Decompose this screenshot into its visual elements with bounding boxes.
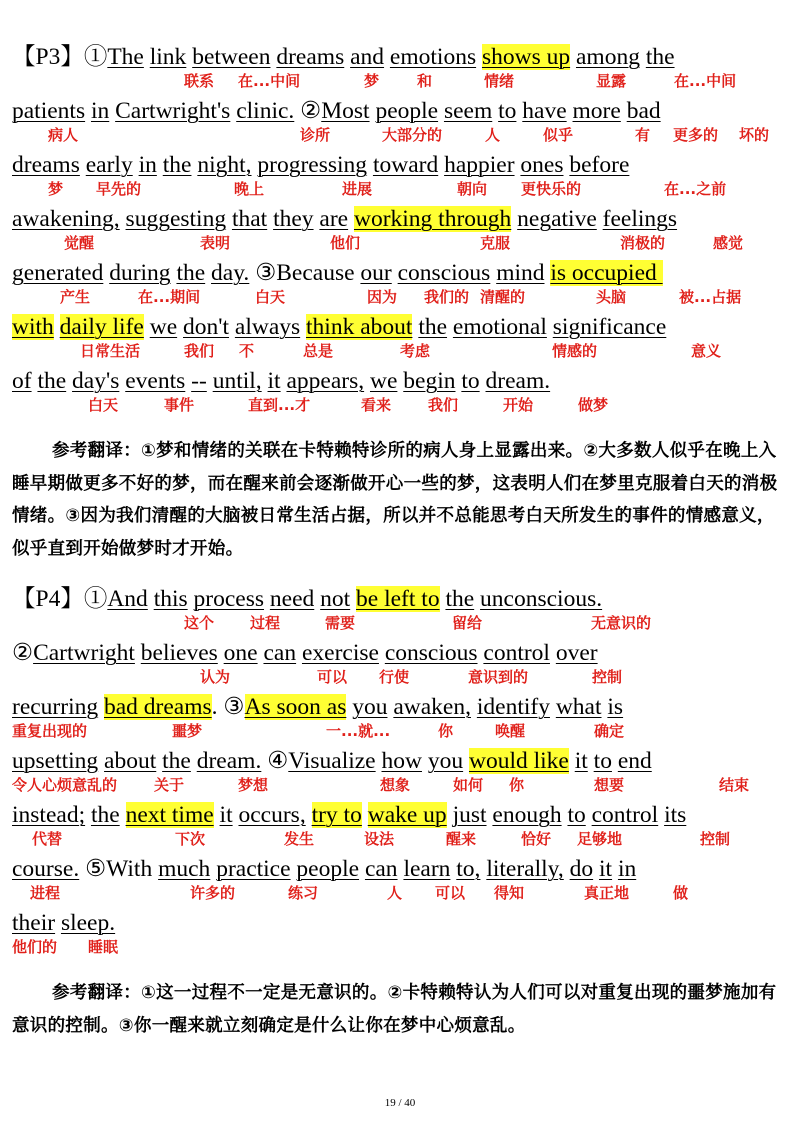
word: identify [476,694,550,720]
gloss-annotation: 早先的 [96,180,142,198]
gloss-annotation: 进展 [342,180,373,198]
gloss-annotation: 这个 [184,614,215,632]
word: The [107,44,144,70]
word: you [427,748,464,774]
word: link [149,44,187,70]
word: awakening, [12,206,120,232]
word: about [104,748,157,774]
gloss-annotation: 我们 [428,396,459,414]
p4-text-line: recurring bad dreams. ③As soon as you awaken, identify what is [12,694,624,720]
gloss-annotation: 结束 [719,776,750,794]
word: have [522,98,567,124]
gloss-annotation: 感觉 [713,234,744,252]
word: people [296,856,360,882]
gloss-annotation: 恰好 [521,830,552,848]
p4-text-line [12,908,786,938]
gloss-annotation: 认为 [200,668,231,686]
p3-text-line: 【P3】①The link between dreams and emotions shows up among the [12,44,675,70]
p4-text-line: upsetting about the dream. ④Visualize how you would like it to end [12,748,652,774]
gloss-annotation: 令人心烦意乱的 [12,776,118,794]
word: people [375,98,439,124]
gloss-annotation: 因为 [367,288,398,306]
gloss-annotation: 你 [438,722,454,740]
word: during [109,260,171,286]
word: end [617,748,652,774]
word: dreams [12,152,80,178]
gloss-annotation: 行使 [379,668,410,686]
word: don't [183,314,230,340]
gloss-annotation: 一...就... [326,722,391,740]
word: they [273,206,314,232]
gloss-annotation: 克服 [480,234,511,252]
word: among [575,44,640,70]
word: instead; [12,802,86,828]
gloss-annotation: 人 [485,126,501,144]
word: in [90,98,110,124]
p4-text-line: course. ⑤With much practice people can learn to, literally, do it in [12,856,637,882]
gloss-annotation: 觉醒 [64,234,95,252]
gloss-annotation: 情感的 [552,342,598,360]
word: seem [443,98,493,124]
gloss-annotation: 无意识的 [591,614,652,632]
gloss-annotation: 控制 [700,830,731,848]
word: feelings [602,206,678,232]
gloss-annotation: 在...中间 [238,72,301,90]
gloss-annotation: 他们的 [12,938,58,956]
gloss-annotation: 想象 [380,776,411,794]
p3-text-line: generated during the day. ③Because our conscious mind is occupied [12,260,663,286]
gloss-annotation: 更快乐的 [521,180,582,198]
word: until, [212,368,262,394]
word: patients [12,98,86,124]
word: emotional [452,314,547,340]
gloss-annotation: 坏的 [739,126,770,144]
word: more [572,98,621,124]
gloss-annotation: 发生 [284,830,315,848]
gloss-annotation: 需要 [325,614,356,632]
highlighted-phrase: think about [306,314,413,340]
gloss-annotation: 产生 [60,288,91,306]
gloss-annotation: 梦 [364,72,380,90]
gloss-annotation: 睡眠 [88,938,119,956]
gloss-annotation: 清醒的 [480,288,526,306]
word: just [452,802,487,828]
word: that [231,206,268,232]
word: in [617,856,637,882]
word: awaken, [393,694,471,720]
gloss-annotation: 设法 [364,830,395,848]
word: we [369,368,398,394]
word: day. [211,260,250,286]
gloss-annotation: 白天 [88,396,119,414]
word: it [574,748,588,774]
para-label: 【P4】 [12,586,84,612]
word: Visualize [288,748,376,774]
word: how [381,748,422,774]
word: Cartwright's [115,98,231,124]
word: to [567,802,586,828]
word: generated [12,260,104,286]
word: much [158,856,211,882]
p3-text-line [12,366,786,396]
word: Cartwright [33,640,135,666]
word: early [85,152,133,178]
gloss-annotation: 得知 [494,884,525,902]
word: sleep. [60,910,116,936]
gloss-annotation: 如何 [453,776,484,794]
gloss-annotation: 直到...才 [248,396,311,414]
gloss-annotation: 诊所 [300,126,331,144]
word: one [223,640,258,666]
word: literally, [486,856,564,882]
word: our [360,260,392,286]
gloss-annotation: 想要 [594,776,625,794]
word: you [352,694,388,720]
p3-text-line [12,150,786,180]
p3-text-line [12,204,786,234]
gloss-annotation: 下次 [175,830,206,848]
highlighted-phrase: daily life [59,314,144,340]
gloss-annotation: 头脑 [596,288,627,306]
word: always [234,314,301,340]
gloss-annotation: 事件 [164,396,195,414]
word: upsetting [12,748,99,774]
p4-text-line: 【P4】①And this process need not be left to the unconscious. [12,586,603,612]
p4-text-line: ②Cartwright believes one can exercise conscious control over [12,640,598,666]
word: their [12,910,56,936]
word: need [269,586,315,612]
word: unconscious. [480,586,603,612]
gloss-annotation: 你 [509,776,525,794]
word: conscious [384,640,478,666]
word: Most [321,98,370,124]
word: clinic. [236,98,295,124]
word: night, [197,152,252,178]
word: enough [492,802,562,828]
word: to [593,748,612,774]
word: control [483,640,550,666]
word: dream. [485,368,551,394]
word: what [555,694,602,720]
highlighted-phrase: would like [468,748,569,774]
word: and [350,44,385,70]
gloss-annotation: 重复出现的 [12,722,88,740]
page-number: 19 / 40 [384,1097,416,1109]
word: the [645,44,675,70]
gloss-annotation: 意识到的 [468,668,529,686]
word: the [162,748,191,774]
highlighted-phrase: As soon as [244,694,347,720]
highlighted-phrase: working through [353,206,512,232]
gloss-annotation: 有 [635,126,651,144]
gloss-annotation: 我们的 [424,288,470,306]
word: it [267,368,281,394]
gloss-annotation: 控制 [592,668,623,686]
gloss-annotation: 噩梦 [172,722,203,740]
word: the [90,802,120,828]
word: And [107,586,148,612]
word: this [153,586,188,612]
gloss-annotation: 梦 [48,180,64,198]
word: emotions [389,44,477,70]
highlighted-phrase: be left to [356,586,440,612]
highlighted-phrase: bad dreams [104,694,212,720]
gloss-annotation: 被...占据 [679,288,742,306]
word: the [176,260,206,286]
highlighted-phrase: is occupied [550,260,663,286]
gloss-annotation: 在...期间 [138,288,201,306]
gloss-annotation: 似乎 [543,126,574,144]
word: to [461,368,480,394]
gloss-annotation: 情绪 [484,72,515,90]
word: the [418,314,448,340]
gloss-annotation: 消极的 [620,234,666,252]
gloss-annotation: 联系 [184,72,215,90]
word: in [138,152,157,178]
word: significance [552,314,667,340]
gloss-annotation: 足够地 [577,830,623,848]
word: events [125,368,186,394]
word: process [193,586,265,612]
word: happier [444,152,515,178]
word: learn [403,856,451,882]
gloss-annotation: 人 [387,884,403,902]
gloss-annotation: 更多的 [673,126,719,144]
gloss-annotation: 开始 [503,396,534,414]
word: dream. [196,748,262,774]
word: dreams [276,44,345,70]
gloss-annotation: 看来 [361,396,392,414]
word: not [320,586,351,612]
word: exercise [301,640,379,666]
word: before [569,152,630,178]
gloss-annotation: 过程 [250,614,281,632]
word: begin [403,368,456,394]
gloss-annotation: 练习 [288,884,319,902]
gloss-annotation: 病人 [48,126,79,144]
gloss-annotation: 做 [673,884,689,902]
gloss-annotation: 大部分的 [382,126,443,144]
gloss-annotation: 在...之前 [664,180,727,198]
word: believes [140,640,218,666]
gloss-annotation: 代替 [32,830,63,848]
word: negative [517,206,597,232]
word: over [555,640,598,666]
highlighted-phrase: try to [311,802,362,828]
gloss-annotation: 他们 [330,234,361,252]
gloss-annotation: 朝向 [457,180,488,198]
word: occurs, [238,802,306,828]
p4-text-line [12,800,786,830]
highlighted-phrase: with [12,314,54,340]
word: its [664,802,687,828]
gloss-annotation: 和 [417,72,433,90]
word: control [591,802,659,828]
word: appears, [286,368,365,394]
gloss-annotation: 考虑 [400,342,431,360]
word: the [445,586,475,612]
word: toward [372,152,439,178]
gloss-annotation: 白天 [255,288,286,306]
word: progressing [257,152,368,178]
gloss-annotation: 我们 [184,342,215,360]
word: course. [12,856,80,882]
word: can [263,640,297,666]
word: is [607,694,624,720]
word: ones [520,152,564,178]
word: bad [626,98,661,124]
word: -- [191,368,207,394]
p3-text-line: patients in Cartwright's clinic. ②Most people seem to have more bad [12,98,661,124]
word: do [569,856,594,882]
gloss-annotation: 梦想 [238,776,269,794]
para-label: 【P3】 [12,44,84,70]
highlighted-phrase: shows up [481,44,571,70]
highlighted-phrase: next time [125,802,214,828]
gloss-annotation: 确定 [594,722,625,740]
gloss-annotation: 进程 [30,884,61,902]
gloss-annotation: 唤醒 [495,722,526,740]
gloss-annotation: 真正地 [584,884,630,902]
word: it [219,802,233,828]
word: between [192,44,271,70]
gloss-annotation: 可以 [435,884,466,902]
gloss-annotation: 可以 [317,668,348,686]
word: mind [496,260,545,286]
gloss-annotation: 晚上 [234,180,265,198]
gloss-annotation: 许多的 [190,884,236,902]
word: of [12,368,32,394]
gloss-annotation: 日常生活 [80,342,141,360]
gloss-annotation: 关于 [154,776,185,794]
gloss-annotation: 留给 [452,614,483,632]
word: to, [456,856,481,882]
p3-translation: 参考翻译：①梦和情绪的关联在卡特赖特诊所的病人身上显露出来。②大多数人似乎在晚上入睡早期做更多不好的梦，而在醒来前会逐渐做开心一些的梦，这表明人们在梦里克服着白天的消极情绪。③因为我们清醒的大脑被日常生活占据，所以并不总能思考白天所发生的事件的情感意义，似乎直到开始做梦时才开始。 [12,441,778,559]
gloss-annotation: 意义 [691,342,722,360]
word: can [364,856,398,882]
word: the [37,368,67,394]
word: we [149,314,178,340]
highlighted-phrase: wake up [367,802,447,828]
gloss-annotation: 醒来 [446,830,477,848]
gloss-annotation: 不 [239,342,255,360]
word: day's [72,368,120,394]
word: recurring [12,694,99,720]
word: suggesting [125,206,227,232]
word: to [498,98,517,124]
word: it [599,856,613,882]
gloss-annotation: 在...中间 [674,72,737,90]
word: practice [216,856,291,882]
gloss-annotation: 做梦 [578,396,609,414]
gloss-annotation: 显露 [596,72,627,90]
word: are [319,206,349,232]
word: conscious [397,260,491,286]
p3-text-line [12,312,786,342]
gloss-annotation: 表明 [200,234,231,252]
p4-translation: 参考翻译：①这一过程不一定是无意识的。②卡特赖特认为人们可以对重复出现的噩梦施加有意识的控制。③你一醒来就立刻确定是什么让你在梦中心烦意乱。 [12,983,777,1036]
gloss-annotation: 总是 [303,342,334,360]
word: the [162,152,192,178]
